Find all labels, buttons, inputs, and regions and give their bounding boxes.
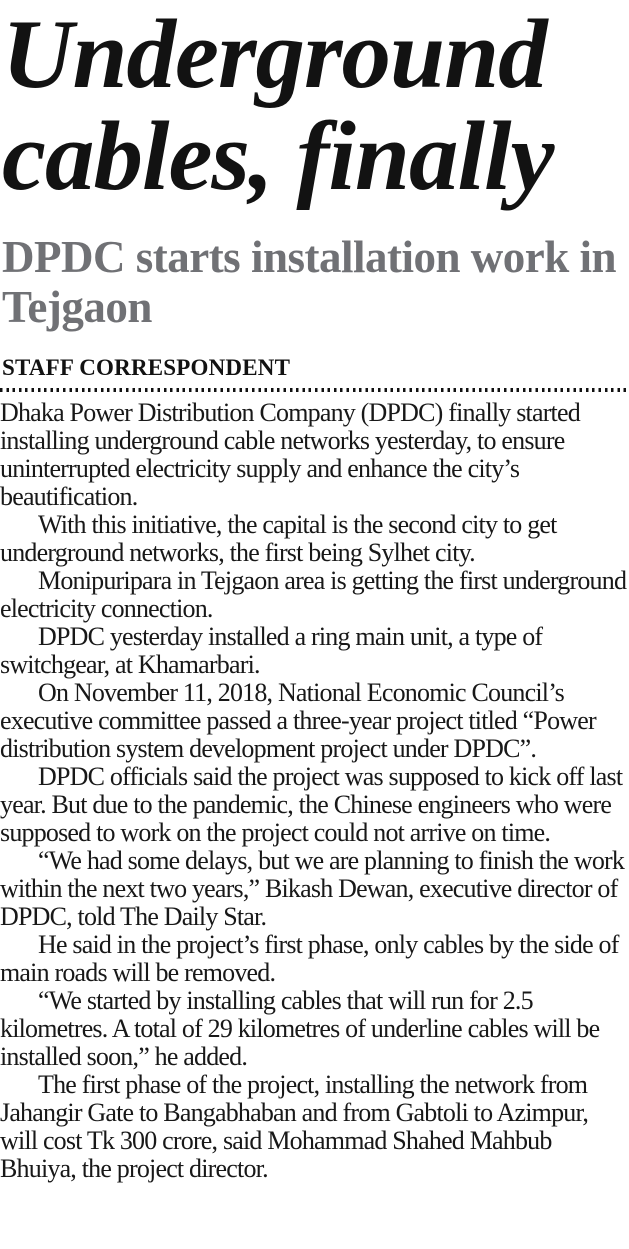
article-paragraph: DPDC yesterday installed a ring main unit, a type of switchgear, at Khamarbari. (0, 622, 543, 679)
article-paragraph: “We had some delays, but we are planning to finish the work within the next two years,” Bikash Dewan, executive director of DPDC, told The Daily Star. (0, 846, 625, 931)
article-paragraph: Monipuripara in Tejgaon area is getting the first underground electricity connection. (0, 566, 627, 623)
article-subheadline: DPDC starts installation work in Tejgaon (2, 232, 617, 332)
article-paragraph: He said in the project’s first phase, only cables by the side of main roads will be removed. (0, 930, 619, 987)
article-paragraph: Dhaka Power Distribution Company (DPDC) finally started installing underground cable networks yesterday, to ensure uninterrupted electricity supply and enhance the city’s beautification. (0, 398, 580, 511)
article-paragraph: “We started by installing cables that will run for 2.5 kilometres. A total of 29 kilometres of underline cables will be installed soon,” he added. (0, 986, 600, 1071)
article-headline: Underground cables, finally (2, 0, 554, 211)
article-body (0, 399, 629, 1183)
article-byline: STAFF CORRESPONDENT (2, 355, 291, 380)
article-paragraph: With this initiative, the capital is the second city to get underground networks, the first being Sylhet city. (0, 510, 557, 567)
article-paragraph: On November 11, 2018, National Economic Council’s executive committee passed a three-year project titled “Power distribution system development project under DPDC”. (0, 678, 596, 763)
dotted-divider (0, 388, 629, 392)
article-paragraph: The first phase of the project, installing the network from Jahangir Gate to Bangabhaban and from Gabtoli to Azimpur, will cost Tk 300 crore, said Mohammad Shahed Mahbub Bhuiya, the project director. (0, 1070, 589, 1183)
article-paragraph: DPDC officials said the project was supposed to kick off last year. But due to the pandemic, the Chinese engineers who were supposed to work on the project could not arrive on time. (0, 762, 623, 847)
